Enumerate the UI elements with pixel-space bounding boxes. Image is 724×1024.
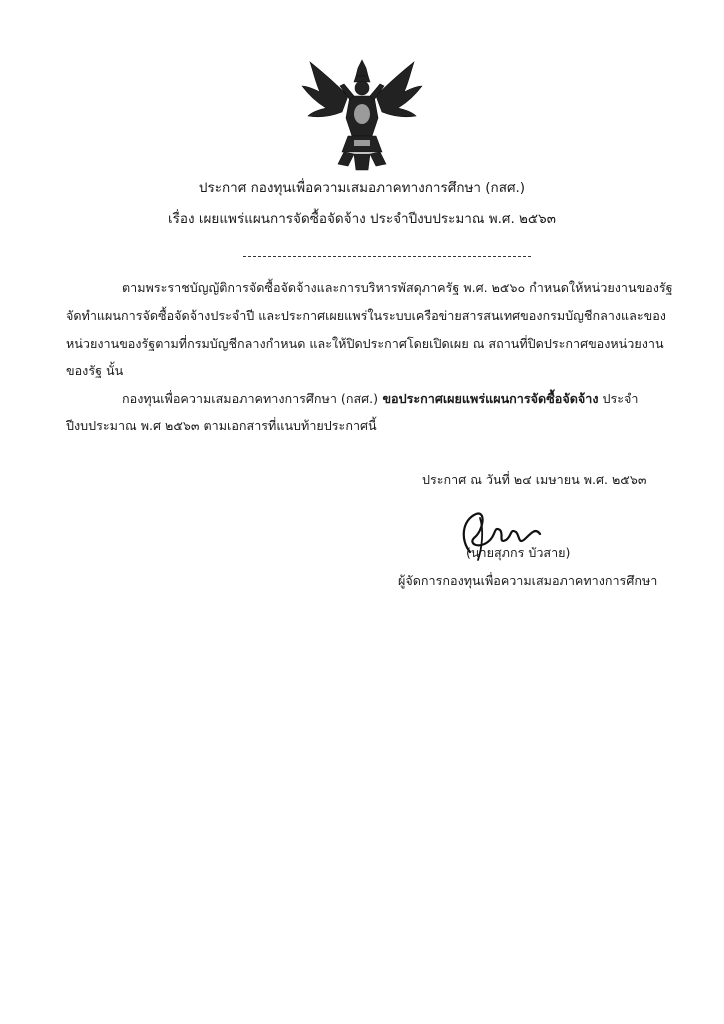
paragraph-2-line-1 (122, 391, 638, 407)
garuda-emblem-icon (298, 56, 426, 174)
paragraph-1-line-1: ตามพระราชบัญญัติการจัดซื้อจัดจ้างและการบริหารพัสดุภาครัฐ พ.ศ. ๒๕๖๐ กำหนดให้หน่วยงานของรัฐ (122, 280, 673, 295)
announcement-title: ประกาศ กองทุนเพื่อความเสมอภาคทางการศึกษา (กสศ.) (198, 180, 526, 196)
announcement-date: ประกาศ ณ วันที่ ๒๔ เมษายน พ.ศ. ๒๕๖๓ (422, 472, 647, 487)
announcement-action: ขอประกาศเผยแพร่แผนการจัดซื้อจัดจ้าง (378, 391, 599, 406)
paragraph-1-line-3: หน่วยงานของรัฐตามที่กรมบัญชีกลางกำหนด และให้ปิดประกาศโดยเปิดเผย ณ สถานที่ปิดประกาศของหน่วยงาน (66, 336, 664, 351)
signatory-position: ผู้จัดการกองทุนเพื่อความเสมอภาคทางการศึกษา (398, 573, 658, 588)
signatory-name: (นายสุภกร บัวสาย) (466, 545, 571, 560)
announcement-subject: เรื่อง เผยแพร่แผนการจัดซื้อจัดจ้าง ประจำปีงบประมาณ พ.ศ. ๒๕๖๓ (168, 211, 556, 227)
organization-name: กองทุนเพื่อความเสมอภาคทางการศึกษา (กสศ.) (122, 391, 379, 406)
paragraph-2-line-2: ปีงบประมาณ พ.ศ ๒๕๖๓ ตามเอกสารที่แนบท้ายประกาศนี้ (66, 418, 377, 433)
paragraph-1-line-4: ของรัฐ นั้น (66, 363, 124, 378)
paragraph-2-tail: ประจำ (598, 391, 639, 406)
paragraph-1-line-2: จัดทำแผนการจัดซื้อจัดจ้างประจำปี และประกาศเผยแพร่ในระบบเครือข่ายสารสนเทศของกรมบัญชีกลางและของ (66, 308, 666, 323)
separator-dashed-line (243, 256, 531, 257)
